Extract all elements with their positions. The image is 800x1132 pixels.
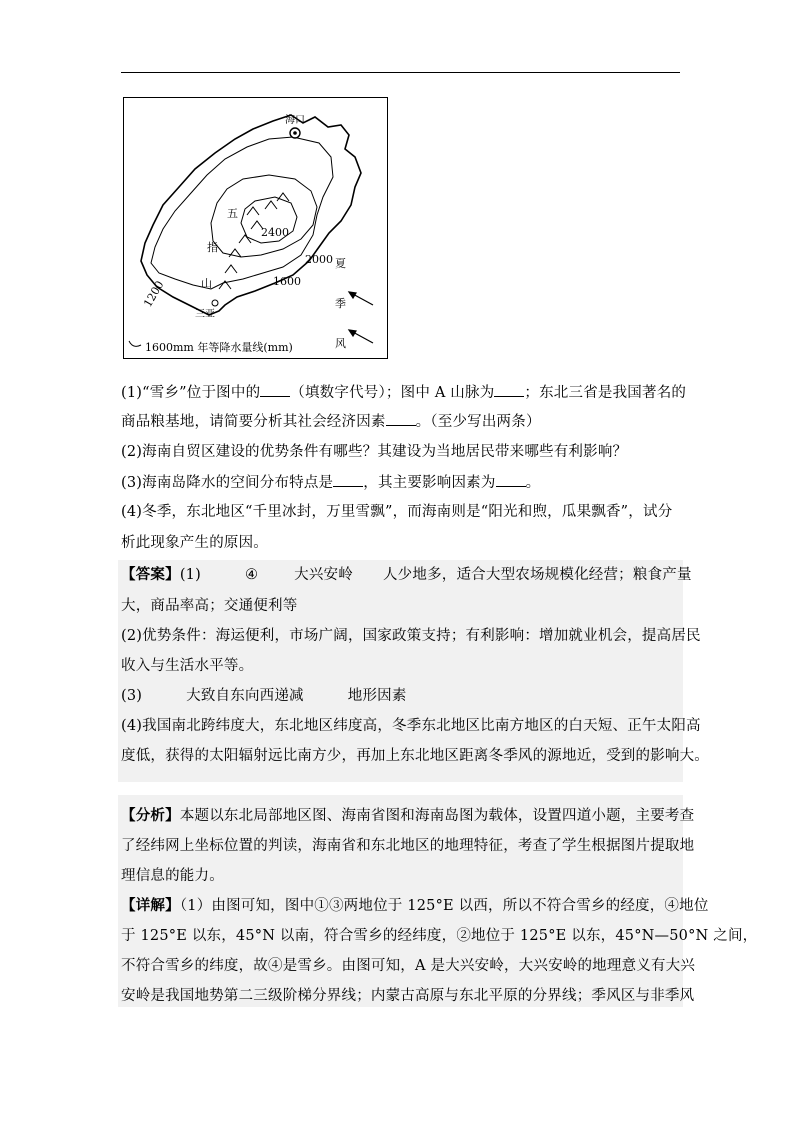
answer-2-line-1: (2)优势条件：海运便利，市场广阔，国家政策支持；有利影响：增加就业机会，提高居民 — [121, 628, 701, 644]
answer-1-line-2: 大，商品率高；交通便利等 — [121, 598, 298, 614]
label-wind-3: 风 — [335, 337, 346, 350]
label-contour-2400: 2400 — [261, 226, 289, 239]
question-4-line-1: (4)冬季，东北地区“千里冰封，万里雪飘”，而海南则是“阳光和煦，瓜果飘香”，试分 — [121, 504, 673, 520]
analysis-line-3: 理信息的能力。 — [121, 868, 224, 884]
label-wind-2: 季 — [335, 297, 346, 310]
answer-4-line-2: 度低，获得的太阳辐射远比南方少，再加上东北地区距离冬季风的源地近，受到的影响大。 — [121, 748, 709, 764]
detail-line-3: 不符合雪乡的纬度，故④是雪乡。由图可知，A 是大兴安岭，大兴安岭的地理意义有大兴 — [121, 958, 696, 974]
analysis-label: 【分析】 — [121, 807, 180, 824]
label-contour-1200: 1200 — [141, 278, 167, 310]
detail-line-1: 【详解】（1）由图可知，图中①③两地位于 125°E 以西，所以不符合雪乡的经度，④地位 — [121, 897, 709, 914]
answer-4-line-1: (4)我国南北跨纬度大，东北地区纬度高，冬季东北地区比南方地区的白天短、正午太阳高 — [121, 718, 701, 734]
answer-blank[interactable] — [386, 411, 416, 426]
label-mountain-2: 指 — [207, 241, 218, 254]
question-1-line-2: 商品粮基地，请简要分析其社会经济因素 。（至少写出两条） — [121, 411, 541, 432]
label-contour-2000: 2000 — [305, 253, 333, 266]
question-2: (2)海南自贸区建设的优势条件有哪些？其建设为当地居民带来哪些有利影响？ — [121, 444, 628, 460]
header-rule — [121, 72, 680, 73]
answer-2-line-2: 收入与生活水平等。 — [121, 658, 254, 674]
label-sanya: 三亚 — [195, 309, 215, 320]
label-mountain-1: 五 — [227, 207, 238, 220]
question-1-line-1: (1)“雪乡”位于图中的 （填数字代号）；图中 A 山脉为 ；东北三省是我国著名的 — [121, 382, 686, 403]
map-legend: 1600mm 年等降水量线(mm) — [145, 341, 293, 354]
answer-blank[interactable] — [494, 382, 524, 397]
detail-label: 【详解】 — [121, 897, 180, 914]
answer-blank[interactable] — [333, 472, 363, 487]
label-wind-1: 夏 — [335, 257, 346, 270]
hainan-precipitation-map — [123, 97, 388, 359]
sanya-marker — [212, 300, 218, 306]
detail-line-4: 安岭是我国地势第二三级阶梯分界线；内蒙古高原与东北平原的分界线；季风区与非季风 — [121, 988, 695, 1004]
answer-label: 【答案】 — [121, 566, 180, 583]
analysis-line-1: 【分析】本题以东北局部地区图、海南省图和海南岛图为载体，设置四道小题，主要考查 — [121, 807, 695, 824]
label-haikou: 海口 — [285, 115, 305, 126]
label-contour-1600: 1600 — [273, 275, 301, 288]
question-3: (3)海南岛降水的空间分布特点是 ，其主要影响因素为 。 — [121, 472, 540, 493]
label-mountain-3: 山 — [201, 277, 212, 290]
answer-blank[interactable] — [260, 382, 290, 397]
answer-3: (3) 大致自东向西递减 地形因素 — [121, 688, 407, 704]
question-4-line-2: 析此现象产生的原因。 — [121, 535, 268, 551]
detail-line-2: 于 125°E 以东，45°N 以南，符合雪乡的经纬度，②地位于 125°E 以东，45°N—50°N 之间， — [121, 928, 758, 944]
analysis-line-2: 了经纬网上坐标位置的判读，海南省和东北地区的地理特征，考查了学生根据图片提取地 — [121, 838, 695, 854]
answer-1-line-1: 【答案】(1) ④ 大兴安岭 人少地多，适合大型农场规模化经营；粮食产量 — [121, 566, 692, 583]
answer-blank[interactable] — [496, 472, 526, 487]
